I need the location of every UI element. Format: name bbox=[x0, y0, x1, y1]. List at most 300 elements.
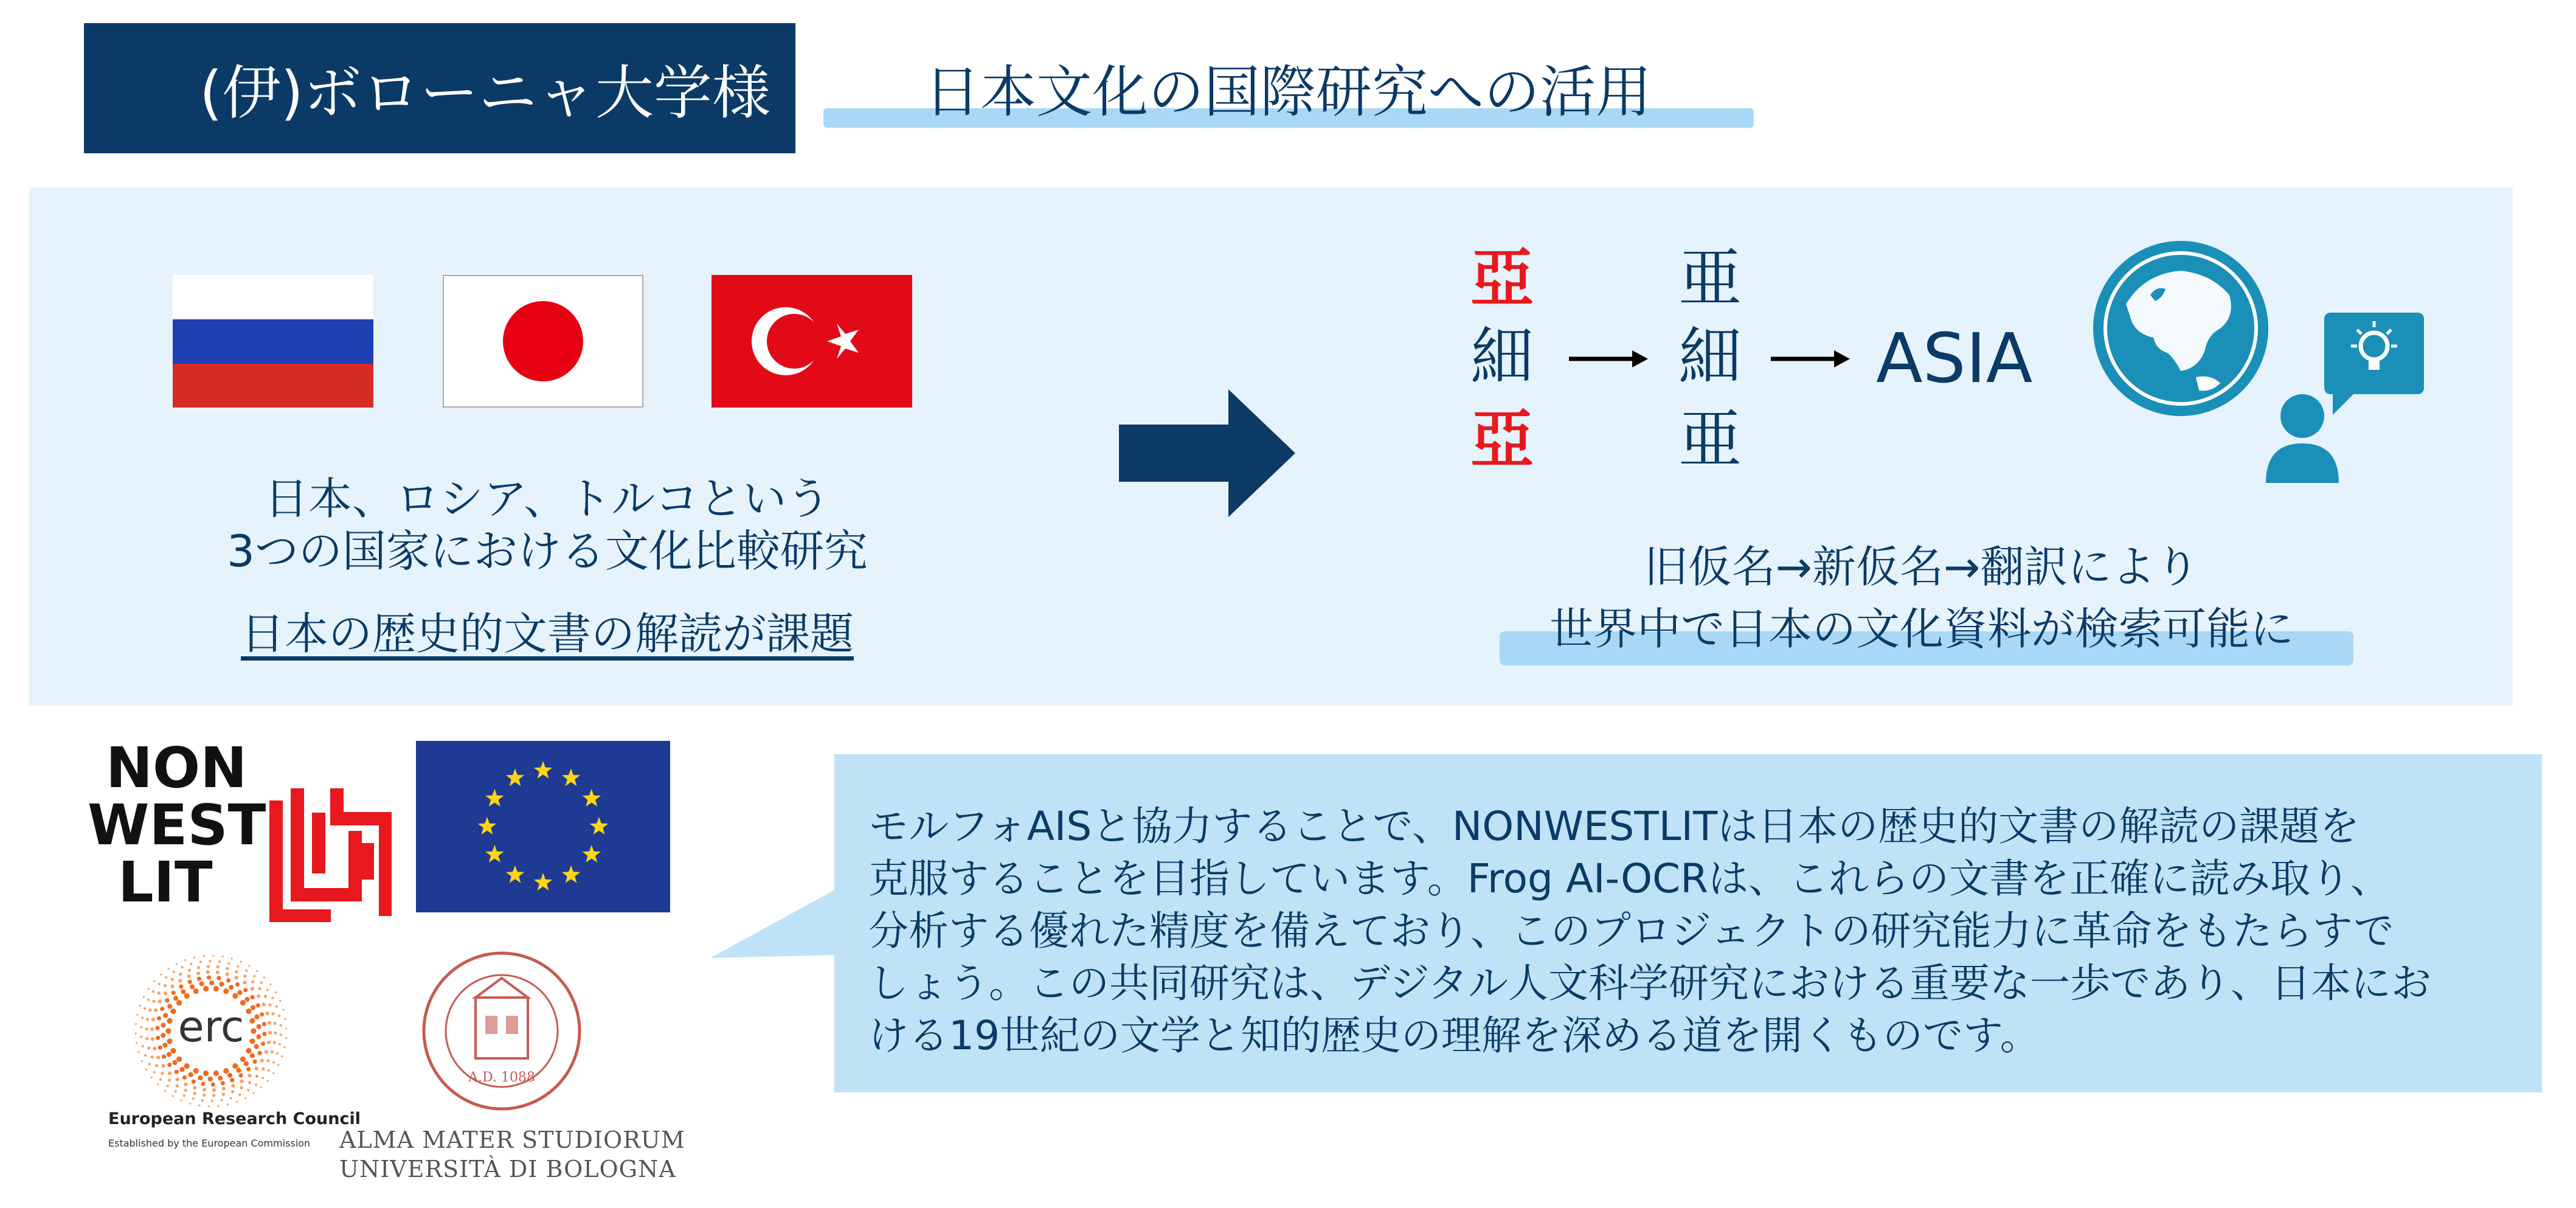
erc-dot bbox=[216, 971, 220, 974]
erc-dot bbox=[268, 1031, 272, 1035]
kanji-new-2: 細 bbox=[1678, 320, 1742, 394]
erc-dot bbox=[237, 965, 239, 968]
erc-dot bbox=[280, 1033, 282, 1036]
erc-dot bbox=[141, 1016, 144, 1019]
erc-dot bbox=[240, 961, 241, 963]
erc-dot bbox=[135, 1033, 137, 1035]
erc-dot bbox=[256, 1034, 261, 1039]
erc-dot bbox=[244, 1097, 246, 1099]
erc-dot bbox=[170, 985, 174, 988]
erc-dot bbox=[172, 1095, 174, 1097]
erc-dot bbox=[143, 996, 145, 998]
erc-dot bbox=[203, 955, 204, 957]
erc-logo bbox=[135, 955, 287, 1107]
erc-dot bbox=[142, 1045, 144, 1047]
kanji-new-3: 亜 bbox=[1678, 402, 1742, 476]
erc-dot bbox=[261, 1067, 265, 1071]
russia-flag-icon bbox=[173, 275, 373, 408]
erc-dot bbox=[216, 965, 220, 968]
erc-dot bbox=[140, 1035, 142, 1038]
erc-dot bbox=[203, 986, 209, 991]
erc-dot bbox=[176, 1085, 179, 1088]
erc-dot bbox=[162, 1064, 165, 1067]
erc-dot bbox=[236, 1068, 241, 1073]
erc-dot bbox=[240, 1080, 244, 1083]
erc-dot bbox=[181, 966, 184, 968]
erc-dot bbox=[199, 981, 204, 986]
erc-dot bbox=[253, 975, 255, 977]
erc-dot bbox=[190, 984, 195, 989]
erc-dot bbox=[167, 1052, 171, 1057]
erc-dot bbox=[203, 1071, 209, 1076]
erc-dot bbox=[157, 1016, 161, 1021]
erc-dot bbox=[151, 1018, 155, 1021]
institution-tag-label: (伊)ボローニャ大学様 bbox=[199, 58, 770, 127]
erc-dot bbox=[158, 983, 161, 985]
erc-dot bbox=[165, 1028, 171, 1033]
person-idea-icon bbox=[2266, 313, 2424, 483]
erc-dot bbox=[160, 974, 162, 976]
erc-dot bbox=[173, 996, 178, 1001]
erc-dot bbox=[212, 955, 214, 957]
erc-dot bbox=[190, 963, 192, 965]
erc-dot bbox=[162, 1055, 166, 1059]
erc-dot bbox=[276, 1052, 279, 1055]
erc-dot bbox=[137, 1051, 139, 1053]
erc-dot bbox=[167, 968, 169, 970]
erc-dot bbox=[167, 1085, 169, 1087]
erc-dot bbox=[161, 1072, 164, 1075]
erc-dot bbox=[145, 1037, 148, 1040]
kanji-new-1: 亜 bbox=[1678, 241, 1742, 315]
erc-dot bbox=[266, 988, 269, 991]
erc-dot bbox=[207, 976, 211, 980]
erc-dot bbox=[258, 1051, 262, 1055]
erc-dot bbox=[268, 1021, 271, 1025]
erc-dot bbox=[243, 988, 248, 992]
erc-dot bbox=[203, 1088, 206, 1091]
erc-dot bbox=[167, 1004, 172, 1008]
erc-dot bbox=[262, 1002, 266, 1006]
erc-dot bbox=[170, 1048, 176, 1054]
erc-dot bbox=[280, 1024, 282, 1026]
erc-dot bbox=[213, 986, 219, 991]
erc-dot bbox=[248, 1074, 252, 1077]
erc-dot bbox=[230, 1097, 232, 1099]
globe-icon bbox=[2090, 237, 2272, 420]
erc-dot bbox=[248, 1081, 251, 1084]
erc-dot bbox=[265, 1050, 268, 1054]
erc-dot bbox=[254, 1044, 259, 1049]
erc-dot bbox=[251, 1005, 255, 1010]
erc-dot bbox=[243, 974, 246, 977]
erc-dot bbox=[148, 988, 150, 990]
erc-dot bbox=[267, 1080, 269, 1081]
erc-dot bbox=[135, 1023, 137, 1025]
erc-dot bbox=[184, 993, 190, 999]
erc-dot bbox=[248, 965, 250, 967]
erc-dot bbox=[255, 1067, 258, 1071]
erc-dot bbox=[261, 1077, 264, 1079]
unibo-seal-year: A.D. 1088 bbox=[468, 1070, 535, 1085]
erc-dot bbox=[175, 1070, 179, 1074]
erc-dot bbox=[196, 971, 200, 975]
erc-dot bbox=[193, 957, 195, 959]
erc-dot bbox=[147, 999, 150, 1001]
erc-dot bbox=[162, 1043, 167, 1047]
erc-dot bbox=[184, 1063, 190, 1069]
erc-dot bbox=[256, 1003, 260, 1007]
erc-dot bbox=[230, 1078, 234, 1082]
erc-dot bbox=[271, 1050, 274, 1054]
erc-dot bbox=[275, 1005, 278, 1008]
erc-dot bbox=[167, 1038, 172, 1044]
erc-dot bbox=[209, 960, 211, 962]
page-title: 日本文化の国際研究への活用 bbox=[924, 60, 1652, 125]
erc-dot bbox=[239, 1073, 243, 1077]
erc-dot bbox=[275, 991, 277, 993]
speech-pointer bbox=[710, 754, 838, 973]
erc-dot bbox=[245, 970, 248, 972]
japan-flag-icon bbox=[443, 275, 643, 408]
erc-dot bbox=[151, 1055, 154, 1058]
erc-dot bbox=[146, 1018, 149, 1021]
erc-dot bbox=[201, 1081, 206, 1086]
erc-dot bbox=[155, 1064, 158, 1067]
nonwestlit-word-3: LIT bbox=[118, 850, 213, 915]
erc-dot bbox=[249, 1018, 255, 1024]
erc-dot bbox=[207, 965, 210, 968]
erc-dot bbox=[150, 1027, 154, 1031]
erc-dot bbox=[264, 995, 267, 998]
erc-dot bbox=[152, 990, 154, 993]
erc-dot bbox=[206, 970, 210, 974]
erc-dot bbox=[271, 997, 274, 999]
erc-dot bbox=[285, 1037, 287, 1039]
erc-dot bbox=[278, 1015, 280, 1017]
erc-dot bbox=[226, 978, 230, 982]
erc-dot bbox=[272, 1072, 274, 1074]
erc-dot bbox=[193, 1068, 199, 1074]
erc-dot bbox=[140, 1026, 142, 1029]
erc-dot bbox=[212, 1094, 215, 1097]
erc-dot bbox=[220, 1099, 223, 1102]
erc-dot bbox=[262, 1022, 266, 1026]
erc-dot bbox=[211, 1100, 213, 1102]
erc-dot bbox=[227, 1103, 229, 1105]
erc-dot bbox=[145, 1069, 147, 1071]
erc-dot bbox=[184, 1089, 187, 1092]
erc-dot bbox=[158, 1046, 162, 1050]
erc-subtitle: Established by the European Commission bbox=[108, 1137, 311, 1149]
erc-dot bbox=[144, 1007, 146, 1010]
erc-dot bbox=[167, 1018, 172, 1024]
erc-dot bbox=[197, 966, 200, 969]
erc-dot bbox=[182, 1075, 187, 1080]
erc-dot bbox=[171, 991, 176, 995]
erc-dot bbox=[255, 1083, 257, 1086]
erc-dot bbox=[180, 1067, 185, 1072]
nonwestlit-word-2: WEST bbox=[88, 793, 266, 858]
erc-dot bbox=[156, 1026, 160, 1030]
right-arrow-icon bbox=[1119, 389, 1295, 517]
erc-dot bbox=[251, 1028, 256, 1033]
erc-dot bbox=[153, 1047, 156, 1050]
result-text-line1: 旧仮名→新仮名→翻訳により bbox=[1644, 541, 2200, 592]
erc-dot bbox=[208, 1105, 210, 1107]
erc-dot bbox=[260, 1059, 264, 1063]
erc-dot bbox=[247, 1089, 249, 1091]
erc-dot bbox=[184, 1083, 187, 1086]
erc-dot bbox=[226, 973, 229, 976]
unibo-name-line1: ALMA MATER STUDIORUM bbox=[339, 1126, 685, 1153]
arrow-small-icon bbox=[1569, 347, 1648, 371]
erc-dot bbox=[144, 1054, 147, 1057]
turkey-flag-icon bbox=[712, 275, 912, 408]
erc-dot bbox=[211, 1082, 215, 1086]
erc-dot bbox=[164, 991, 167, 995]
erc-dot bbox=[163, 1013, 168, 1018]
erc-dot bbox=[189, 1072, 193, 1077]
erc-dot bbox=[222, 1087, 226, 1091]
erc-dot bbox=[139, 1005, 141, 1007]
erc-dot bbox=[240, 1086, 243, 1089]
erc-dot bbox=[165, 976, 167, 979]
erc-dot bbox=[222, 956, 224, 957]
erc-dot bbox=[157, 1083, 159, 1085]
erc-dot bbox=[164, 984, 167, 987]
erc-dot bbox=[168, 1078, 171, 1081]
comparison-text-line1: 日本、ロシア、トルコという bbox=[264, 473, 831, 524]
erc-dot bbox=[198, 1105, 200, 1106]
erc-dot bbox=[240, 1057, 246, 1062]
erc-dot bbox=[188, 980, 192, 984]
erc-dot bbox=[167, 1063, 171, 1067]
erc-dot bbox=[282, 1009, 284, 1011]
erc-dot bbox=[223, 988, 229, 994]
erc-dot bbox=[209, 981, 214, 985]
erc-dot bbox=[246, 1008, 251, 1014]
erc-dot bbox=[141, 1060, 143, 1062]
erc-dot bbox=[181, 989, 185, 994]
erc-dot bbox=[266, 1059, 269, 1062]
erc-dot bbox=[213, 1071, 219, 1076]
erc-dot bbox=[156, 1036, 160, 1040]
erc-mark: erc bbox=[178, 1002, 244, 1052]
nonwestlit-word-1: NON bbox=[106, 740, 248, 800]
erc-dot bbox=[269, 984, 271, 985]
erc-dot bbox=[238, 1094, 241, 1096]
erc-dot bbox=[164, 1090, 166, 1092]
kanji-old-1: 亞 bbox=[1470, 241, 1534, 315]
erc-dot bbox=[158, 991, 161, 995]
erc-dot bbox=[148, 1063, 151, 1065]
erc-dot bbox=[222, 1092, 225, 1095]
erc-dot bbox=[197, 977, 201, 981]
erc-dot bbox=[273, 1041, 276, 1044]
erc-dot bbox=[201, 1099, 204, 1102]
erc-dot bbox=[260, 981, 263, 984]
erc-dot bbox=[285, 1018, 286, 1020]
erc-dot bbox=[147, 1047, 150, 1050]
erc-dot bbox=[229, 985, 234, 990]
erc-dot bbox=[231, 957, 233, 959]
erc-dot bbox=[212, 1088, 216, 1092]
arrow-small-icon bbox=[1771, 347, 1850, 371]
erc-dot bbox=[279, 1000, 281, 1002]
erc-dot bbox=[179, 973, 182, 976]
speech-line-5: ける19世紀の文学と知的歴史の理解を深める道を開くものです。 bbox=[868, 1012, 2040, 1059]
erc-dot bbox=[251, 995, 255, 999]
erc-dot bbox=[176, 1057, 182, 1062]
erc-dot bbox=[148, 1008, 151, 1012]
erc-dot bbox=[159, 1078, 162, 1081]
erc-dot bbox=[254, 1015, 259, 1019]
erc-dot bbox=[179, 984, 183, 988]
erc-dot bbox=[216, 976, 221, 980]
erc-dot bbox=[272, 1012, 275, 1015]
erc-dot bbox=[170, 1008, 176, 1014]
erc-dot bbox=[221, 1081, 225, 1085]
erc-dot bbox=[246, 1048, 251, 1054]
erc-dot bbox=[236, 1101, 238, 1103]
nonwestlit-logo bbox=[88, 740, 392, 922]
kanji-old-3: 亞 bbox=[1470, 402, 1534, 476]
kanji-old-2: 細 bbox=[1470, 320, 1534, 394]
result-text-line2: 世界中で日本の文化資料が検索可能に bbox=[1549, 603, 2294, 654]
erc-dot bbox=[257, 1024, 261, 1029]
challenge-text: 日本の歴史的文書の解読が課題 bbox=[240, 608, 854, 659]
erc-dot bbox=[175, 1090, 177, 1092]
erc-dot bbox=[192, 1097, 195, 1100]
erc-dot bbox=[253, 1060, 257, 1064]
erc-dot bbox=[227, 1073, 232, 1078]
erc-dot bbox=[268, 1069, 270, 1072]
erc-dot bbox=[284, 1046, 286, 1048]
erc-dot bbox=[249, 1038, 255, 1044]
erc-dot bbox=[218, 1075, 223, 1080]
erc-dot bbox=[193, 988, 199, 994]
erc-dot bbox=[217, 1105, 219, 1107]
erc-dot bbox=[268, 1003, 271, 1006]
erc-dot bbox=[184, 959, 186, 961]
erc-dot bbox=[255, 1075, 258, 1078]
erc-dot bbox=[188, 969, 191, 972]
erc-dot bbox=[260, 1012, 264, 1016]
erc-dot bbox=[285, 1027, 287, 1029]
erc-dot bbox=[172, 1060, 177, 1065]
erc-dot bbox=[260, 1086, 262, 1088]
erc-dot bbox=[183, 1094, 185, 1097]
erc-dot bbox=[198, 1075, 203, 1080]
erc-dot bbox=[153, 1071, 156, 1074]
erc-dot bbox=[173, 971, 175, 973]
erc-dot bbox=[223, 1068, 229, 1074]
erc-dot bbox=[244, 1061, 249, 1066]
erc-dot bbox=[156, 1056, 160, 1060]
erc-name: European Research Council bbox=[108, 1109, 361, 1128]
erc-dot bbox=[266, 1012, 269, 1015]
erc-dot bbox=[168, 1071, 171, 1075]
erc-dot bbox=[281, 1055, 283, 1057]
erc-dot bbox=[176, 1078, 179, 1081]
institution-tag bbox=[84, 23, 795, 153]
erc-dot bbox=[251, 987, 254, 991]
erc-dot bbox=[257, 995, 260, 998]
speech-line-1: モルフォAISと協力することで、NONWESTLITは日本の歴史的文書の解読の課題を bbox=[868, 803, 2360, 850]
erc-dot bbox=[231, 1084, 235, 1088]
speech-box bbox=[834, 754, 2542, 1092]
erc-dot bbox=[256, 970, 258, 972]
erc-dot bbox=[235, 982, 240, 987]
erc-dot bbox=[262, 1032, 266, 1036]
erc-dot bbox=[251, 981, 254, 984]
erc-dot bbox=[154, 1008, 158, 1012]
erc-dot bbox=[151, 1077, 153, 1078]
speech-line-3: 分析する優れた精度を備えており、このプロジェクトの研究能力に革命をもたらすで bbox=[868, 908, 2394, 954]
erc-dot bbox=[237, 990, 242, 995]
erc-dot bbox=[227, 962, 230, 965]
erc-dot bbox=[203, 1094, 206, 1097]
erc-dot bbox=[220, 982, 224, 987]
erc-dot bbox=[151, 1037, 154, 1041]
erc-dot bbox=[160, 1007, 164, 1011]
erc-dot bbox=[158, 999, 162, 1003]
erc-dot bbox=[232, 1063, 238, 1069]
erc-dot bbox=[145, 1027, 148, 1030]
erc-dot bbox=[208, 1077, 213, 1081]
erc-dot bbox=[178, 979, 182, 982]
erc-dot bbox=[136, 1042, 137, 1044]
erc-dot bbox=[244, 997, 249, 1002]
unibo-seal-icon bbox=[420, 949, 584, 1113]
erc-dot bbox=[258, 987, 261, 990]
speech-line-2: 克服することを目指しています。Frog AI-OCRは、これらの文書を正確に読み取り、 bbox=[868, 855, 2391, 902]
erc-dot bbox=[192, 1080, 196, 1084]
erc-dot bbox=[235, 970, 238, 973]
erc-dot bbox=[193, 1092, 196, 1095]
erc-dot bbox=[180, 1099, 182, 1101]
erc-dot bbox=[274, 1032, 277, 1035]
erc-dot bbox=[235, 976, 238, 979]
erc-dot bbox=[176, 963, 178, 965]
eu-flag-icon bbox=[416, 741, 670, 912]
erc-dot bbox=[272, 1061, 275, 1063]
erc-dot bbox=[246, 1067, 251, 1071]
comparison-text-line2: 3つの国家における文化比較研究 bbox=[227, 526, 868, 577]
asia-label: ASIA bbox=[1876, 319, 2033, 398]
erc-dot bbox=[187, 974, 191, 978]
erc-dot bbox=[136, 1014, 138, 1016]
erc-dot bbox=[279, 1043, 281, 1046]
erc-dot bbox=[277, 1064, 279, 1066]
erc-dot bbox=[250, 1053, 255, 1058]
erc-dot bbox=[153, 981, 155, 982]
erc-dot bbox=[243, 981, 246, 984]
unibo-name-line2: UNIVERSITÀ DI BOLOGNA bbox=[339, 1156, 676, 1182]
erc-dot bbox=[218, 960, 221, 963]
erc-dot bbox=[231, 1090, 234, 1093]
erc-dot bbox=[274, 1022, 277, 1025]
erc-dot bbox=[161, 1022, 166, 1027]
erc-dot bbox=[226, 967, 229, 970]
erc-dot bbox=[263, 977, 265, 979]
erc-dot bbox=[267, 1041, 271, 1044]
erc-dot bbox=[165, 998, 169, 1002]
erc-dot bbox=[189, 1103, 191, 1105]
erc-dot bbox=[199, 960, 202, 963]
erc-dot bbox=[171, 978, 174, 981]
